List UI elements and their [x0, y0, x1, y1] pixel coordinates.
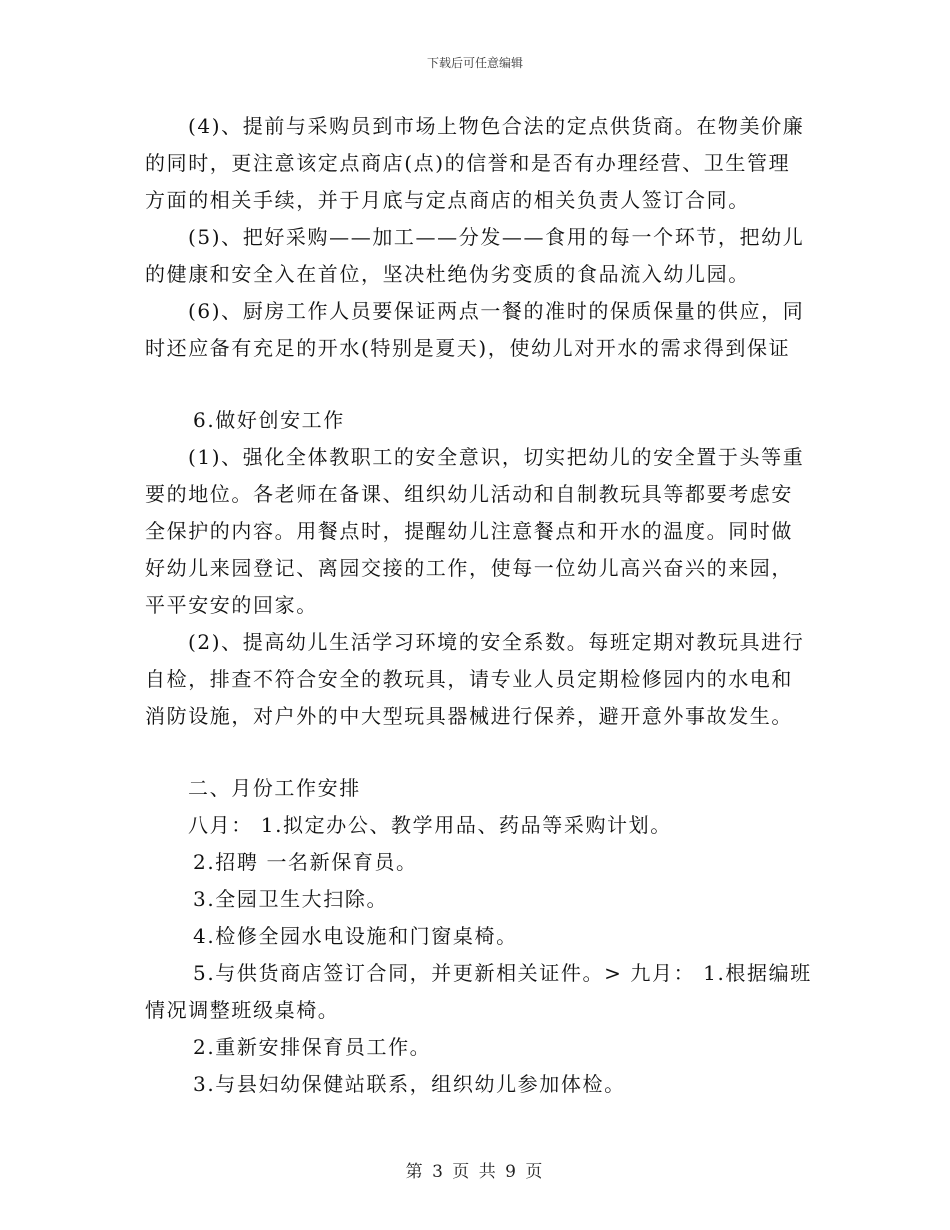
text-line: 方面的相关手续，并于月底与定点商店的相关负责人签订合同。 [145, 188, 750, 212]
text-line: (6)、厨房工作人员要保证两点一餐的准时的保质保量的供应，同 [188, 299, 805, 323]
paragraph-5 [145, 219, 810, 293]
text-line: 好幼儿来园登记、离园交接的工作，使每一位幼儿高兴奋兴的来园， [145, 556, 793, 580]
text-line: (4)、提前与采购员到市场上物色合法的定点供货商。在物美价廉 [188, 114, 805, 138]
spacer [145, 735, 810, 770]
section-heading: 6.做好创安工作 [193, 408, 345, 432]
header-note: 下载后可任意编辑 [426, 56, 523, 70]
document-body [145, 108, 810, 1103]
text-line: (1)、强化全体教职工的安全意识，切实把幼儿的安全置于头等重 [188, 445, 805, 469]
page-footer: 第 3 页 共 9 页 [405, 1162, 545, 1182]
list-item: 3.与县妇幼保健站联系，组织幼儿参加体检。 [193, 1072, 626, 1096]
text-line: 平平安安的回家。 [145, 593, 318, 617]
list-item: 4.检修全园水电设施和门窗桌椅。 [193, 924, 518, 948]
section6-item-2 [145, 624, 810, 735]
list-item: 2.重新安排保育员工作。 [193, 1035, 432, 1059]
list-item: 5.与供货商店签订合同，并更新相关证件。> 九月： 1.根据编班 [193, 961, 812, 985]
section6-item-1 [145, 439, 810, 624]
paragraph-6 [145, 293, 810, 367]
list-item: 3.全园卫生大扫除。 [193, 887, 389, 911]
text-line: (5)、把好采购——加工——分发——食用的每一个环节，把幼儿 [188, 225, 805, 249]
spacer [145, 367, 810, 402]
august-line: 八月： 1.拟定办公、教学用品、药品等采购计划。 [188, 813, 672, 837]
list-item: 2.招聘 一名新保育员。 [193, 850, 418, 874]
list-item-continuation: 情况调整班级桌椅。 [145, 998, 340, 1022]
text-line: 的同时，更注意该定点商店(点)的信誉和是否有办理经营、卫生管理 [145, 151, 791, 175]
text-line: (2)、提高幼儿生活学习环境的安全系数。每班定期对教玩具进行 [188, 630, 805, 654]
text-line: 要的地位。各老师在备课、组织幼儿活动和自制教玩具等都要考虑安 [145, 482, 793, 506]
section-heading: 二、月份工作安排 [188, 776, 361, 800]
text-line: 时还应备有充足的开水(特别是夏天)，使幼儿对开水的需求得到保证 [145, 336, 791, 360]
text-line: 自检，排查不符合安全的教玩具，请专业人员定期检修园内的水电和 [145, 667, 793, 691]
paragraph-4 [145, 108, 810, 219]
text-line: 全保护的内容。用餐点时，提醒幼儿注意餐点和开水的温度。同时做 [145, 519, 793, 543]
text-line: 的健康和安全入在首位，坚决杜绝伪劣变质的食品流入幼儿园。 [145, 262, 750, 286]
text-line: 消防设施，对户外的中大型玩具器械进行保养，避开意外事故发生。 [145, 704, 793, 728]
